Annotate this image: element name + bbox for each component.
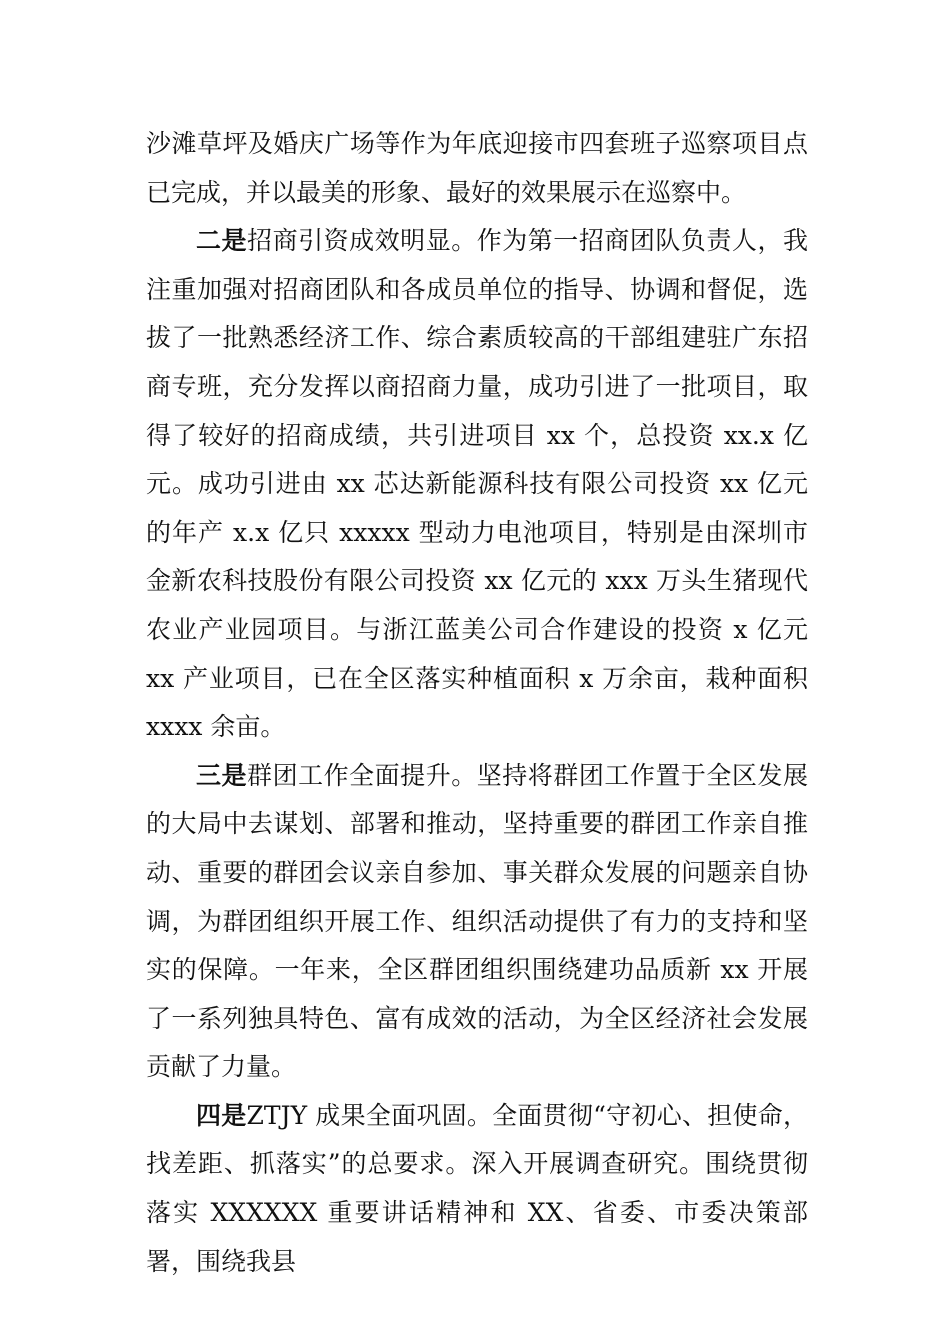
paragraph-text: ZTJY 成果全面巩固。全面贯彻“守初心、担使命，找差距、抓落实”的总要求。深入开展调查研究。围绕贯彻落实 XXXXXX 重要讲话精神和 XX、省委、市委决策部署，围绕我县 xyxy=(146,1100,808,1276)
paragraph-lead: 三是 xyxy=(196,760,248,790)
document-body xyxy=(146,120,808,1286)
paragraph-text: 群团工作全面提升。坚持将群团工作置于全区发展的大局中去谋划、部署和推动，坚持重要的群团工作亲自推动、重要的群团会议亲自参加、事关群众发展的问题亲自协调，为群团组织开展工作、组织活动提供了有力的支持和坚实的保障。一年来，全区群团组织围绕建功品质新 xx 开展了一系列独具特色、富有成效的活动，为全区经济社会发展贡献了力量。 xyxy=(146,760,808,1082)
paragraph-text: 招商引资成效明显。作为第一招商团队负责人，我注重加强对招商团队和各成员单位的指导、协调和督促，选拔了一批熟悉经济工作、综合素质较高的干部组建驻广东招商专班，充分发挥以商招商力量，成功引进了一批项目，取得了较好的招商成绩，共引进项目 xx 个，总投资 xx.x 亿元。成功引进由 xx 芯达新能源科技有限公司投资 xx 亿元的年产 x.x 亿只 xxxxx 型动力电池项目，特别是由深圳市金新农科技股份有限公司投资 xx 亿元的 xxx 万头生猪现代农业产业园项目。与浙江蓝美公司合作建设的投资 x 亿元 xx 产业项目，已在全区落实种植面积 x 万余亩，栽种面积 xxxx 余亩。 xyxy=(146,226,808,742)
paragraph-text: 沙滩草坪及婚庆广场等作为年底迎接市四套班子巡察项目点已完成，并以最美的形象、最好的效果展示在巡察中。 xyxy=(146,129,808,207)
paragraph-continuation xyxy=(146,120,808,217)
paragraph-lead: 四是 xyxy=(196,1100,247,1130)
paragraph-ztjy xyxy=(146,1092,808,1286)
paragraph-group-work xyxy=(146,752,808,1092)
paragraph-investment xyxy=(146,217,808,752)
paragraph-lead: 二是 xyxy=(196,226,248,256)
